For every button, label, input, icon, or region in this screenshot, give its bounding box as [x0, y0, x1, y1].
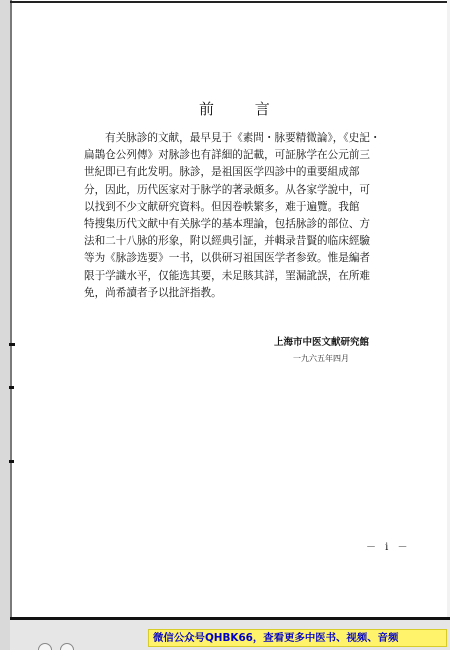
paragraph-line: 以找到不少文献研究資料。但因卷帙繁多，难于遍覽。我館 [84, 200, 360, 213]
viewer-button-icon[interactable] [38, 643, 52, 650]
page-title: 前 言 [199, 100, 288, 118]
page-number: － i － [366, 542, 411, 553]
paragraph-line: 免，尚希讀者予以批評指教。 [84, 286, 222, 299]
author-signature: 上海市中医文献研究館 [274, 337, 370, 348]
page-left-edge [10, 0, 12, 650]
viewer-button-icon[interactable] [60, 643, 74, 650]
watermark-banner: 微信公众号QHBK66，查看更多中医书、视频、音频 [148, 629, 447, 647]
page-top-border [10, 1, 450, 3]
preface-paragraph [84, 130, 410, 302]
paragraph-line: 特搜集历代文献中有关脉学的基本理論，包括脉診的部位、方 [84, 218, 371, 231]
paragraph-line: 扁鵲仓公列傳》对脉診也有詳細的記載，可証脉学在公元前三 [84, 149, 371, 162]
viewer-gutter [0, 0, 10, 650]
paragraph-line: 有关脉診的文献，最早見于《素問・脉要精微論》，《史記・ [105, 132, 381, 144]
paragraph-line: 法和二十八脉的形象，附以經典引証，并輯录昔賢的临床經驗 [84, 235, 371, 248]
publication-date: 一九六五年四月 [293, 354, 349, 363]
scan-mark [9, 386, 14, 389]
scan-mark [9, 343, 15, 346]
paragraph-line: 世紀即已有此发明。脉診，是祖国医学四診中的重要組成部 [84, 166, 360, 179]
paragraph-line: 限于学識水平，仅能选其要，未足賅其詳，罣漏訛誤，在所难 [84, 269, 371, 282]
scan-mark [9, 460, 14, 463]
paragraph-line: 等为《脉診选要》一书，以供研习祖国医学者参致。惟是編者 [84, 252, 371, 265]
paragraph-line: 分，因此，历代医家对于脉学的著录頗多。从各家学說中，可 [84, 183, 371, 196]
